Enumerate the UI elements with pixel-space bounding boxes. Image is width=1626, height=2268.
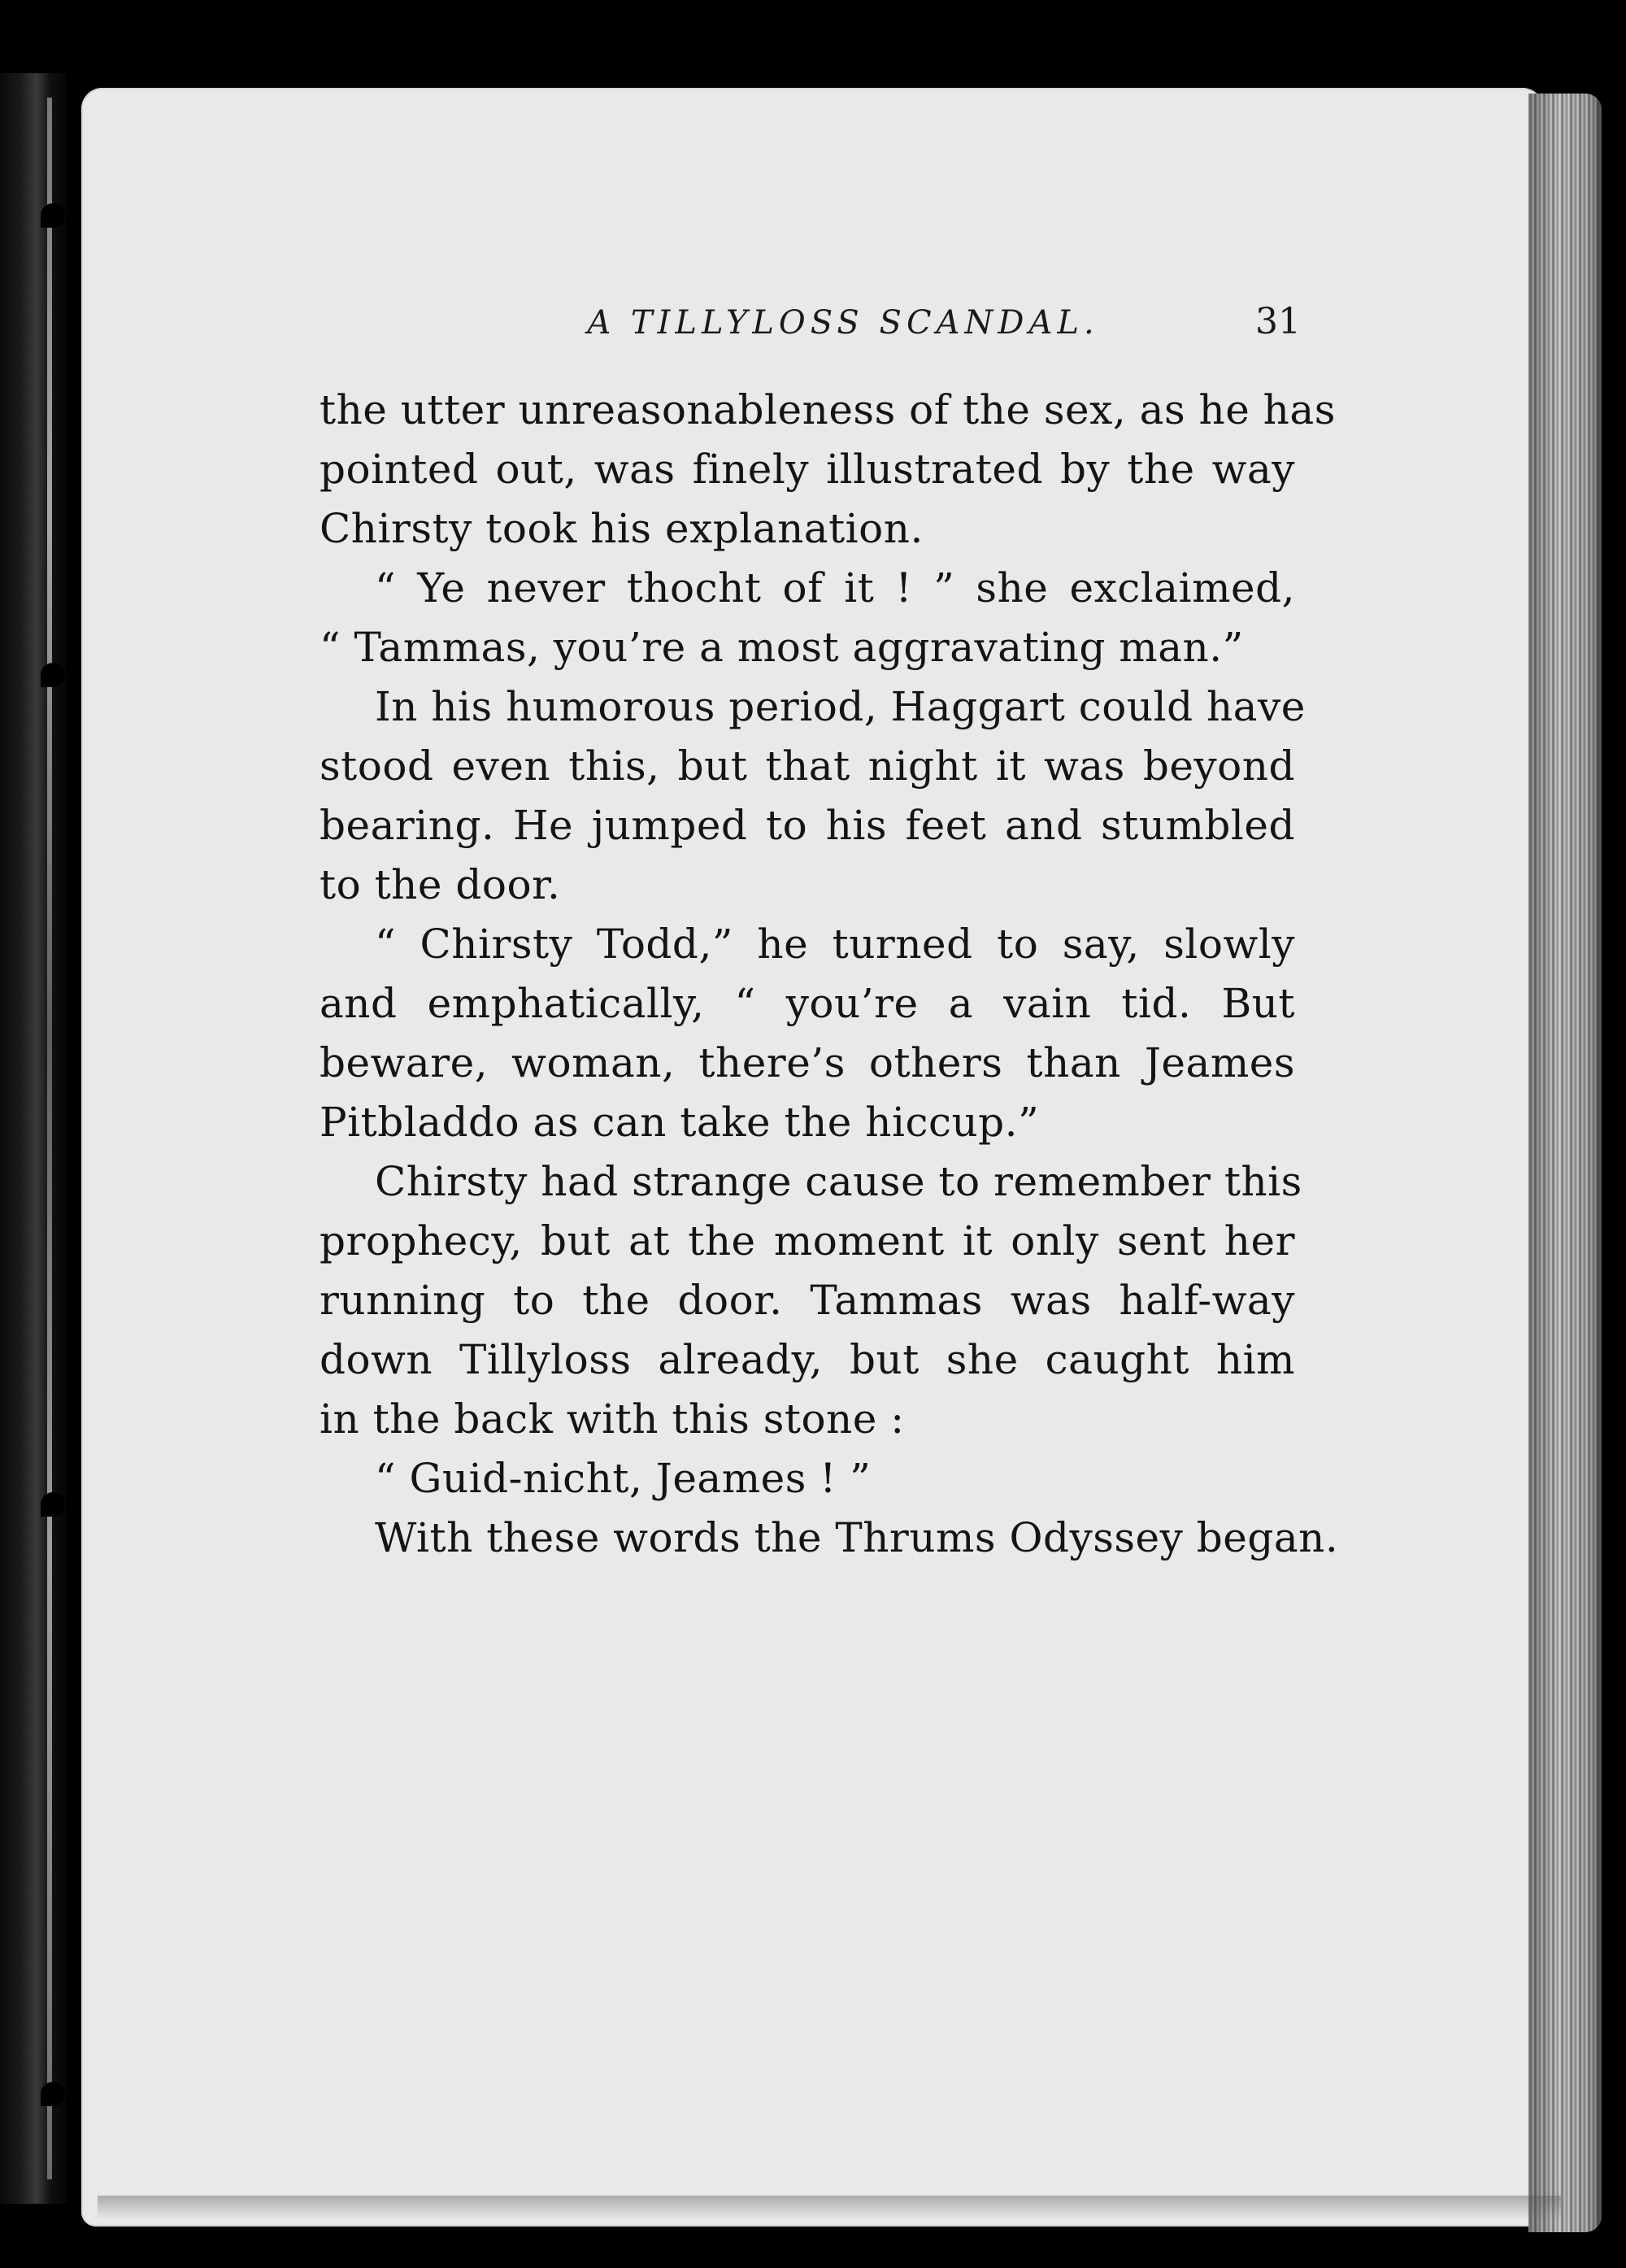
running-head: [325, 301, 1301, 342]
body-text: [320, 381, 1339, 1568]
text-line: running to the door. Tammas was half-way: [320, 1277, 1295, 1324]
text-line: beware, woman, there’s others than Jeames: [320, 1039, 1295, 1086]
text-line: bearing. He jumped to his feet and stumbled: [320, 802, 1295, 849]
page-number: 31: [1255, 301, 1301, 342]
text-line: in the back with this stone :: [320, 1395, 905, 1443]
text-line: With these words the Thrums Odyssey began.: [375, 1514, 1339, 1561]
text-line: “ Guid-nicht, Jeames ! ”: [375, 1455, 872, 1502]
text-line: Chirsty took his explanation.: [320, 505, 924, 552]
text-line: prophecy, but at the moment it only sent her: [320, 1217, 1295, 1265]
text-line: to the door.: [320, 861, 561, 908]
page-bottom-shadow: [98, 2196, 1561, 2220]
fore-edge-shade: [1528, 94, 1602, 2232]
text-line: Pitbladdo as can take the hiccup.”: [320, 1099, 1040, 1146]
text-line: and emphatically, “ you’re a vain tid. But: [320, 980, 1295, 1027]
binding-mark: [41, 1492, 65, 1517]
binding-edge-line: [47, 98, 52, 2179]
binding-mark: [41, 663, 65, 687]
text-line: the utter unreasonableness of the sex, as he has: [320, 386, 1336, 433]
text-line: “ Chirsty Todd,” he turned to say, slowly: [375, 921, 1295, 968]
text-line: “ Ye never thocht of it ! ” she exclaimed,: [375, 564, 1295, 612]
text-line: Chirsty had strange cause to remember this: [375, 1158, 1302, 1205]
text-line: “ Tammas, you’re a most aggravating man.”: [320, 624, 1244, 671]
text-line: In his humorous period, Haggart could have: [375, 683, 1306, 730]
binding-mark: [41, 203, 65, 228]
left-page-edge: [0, 73, 67, 2204]
text-line: stood even this, but that night it was beyond: [320, 742, 1295, 790]
running-title: A TILLYLOSS SCANDAL.: [587, 304, 1099, 342]
text-line: pointed out, was finely illustrated by the way: [320, 446, 1295, 493]
text-line: down Tillyloss already, but she caught him: [320, 1336, 1295, 1383]
binding-mark: [41, 2082, 65, 2106]
